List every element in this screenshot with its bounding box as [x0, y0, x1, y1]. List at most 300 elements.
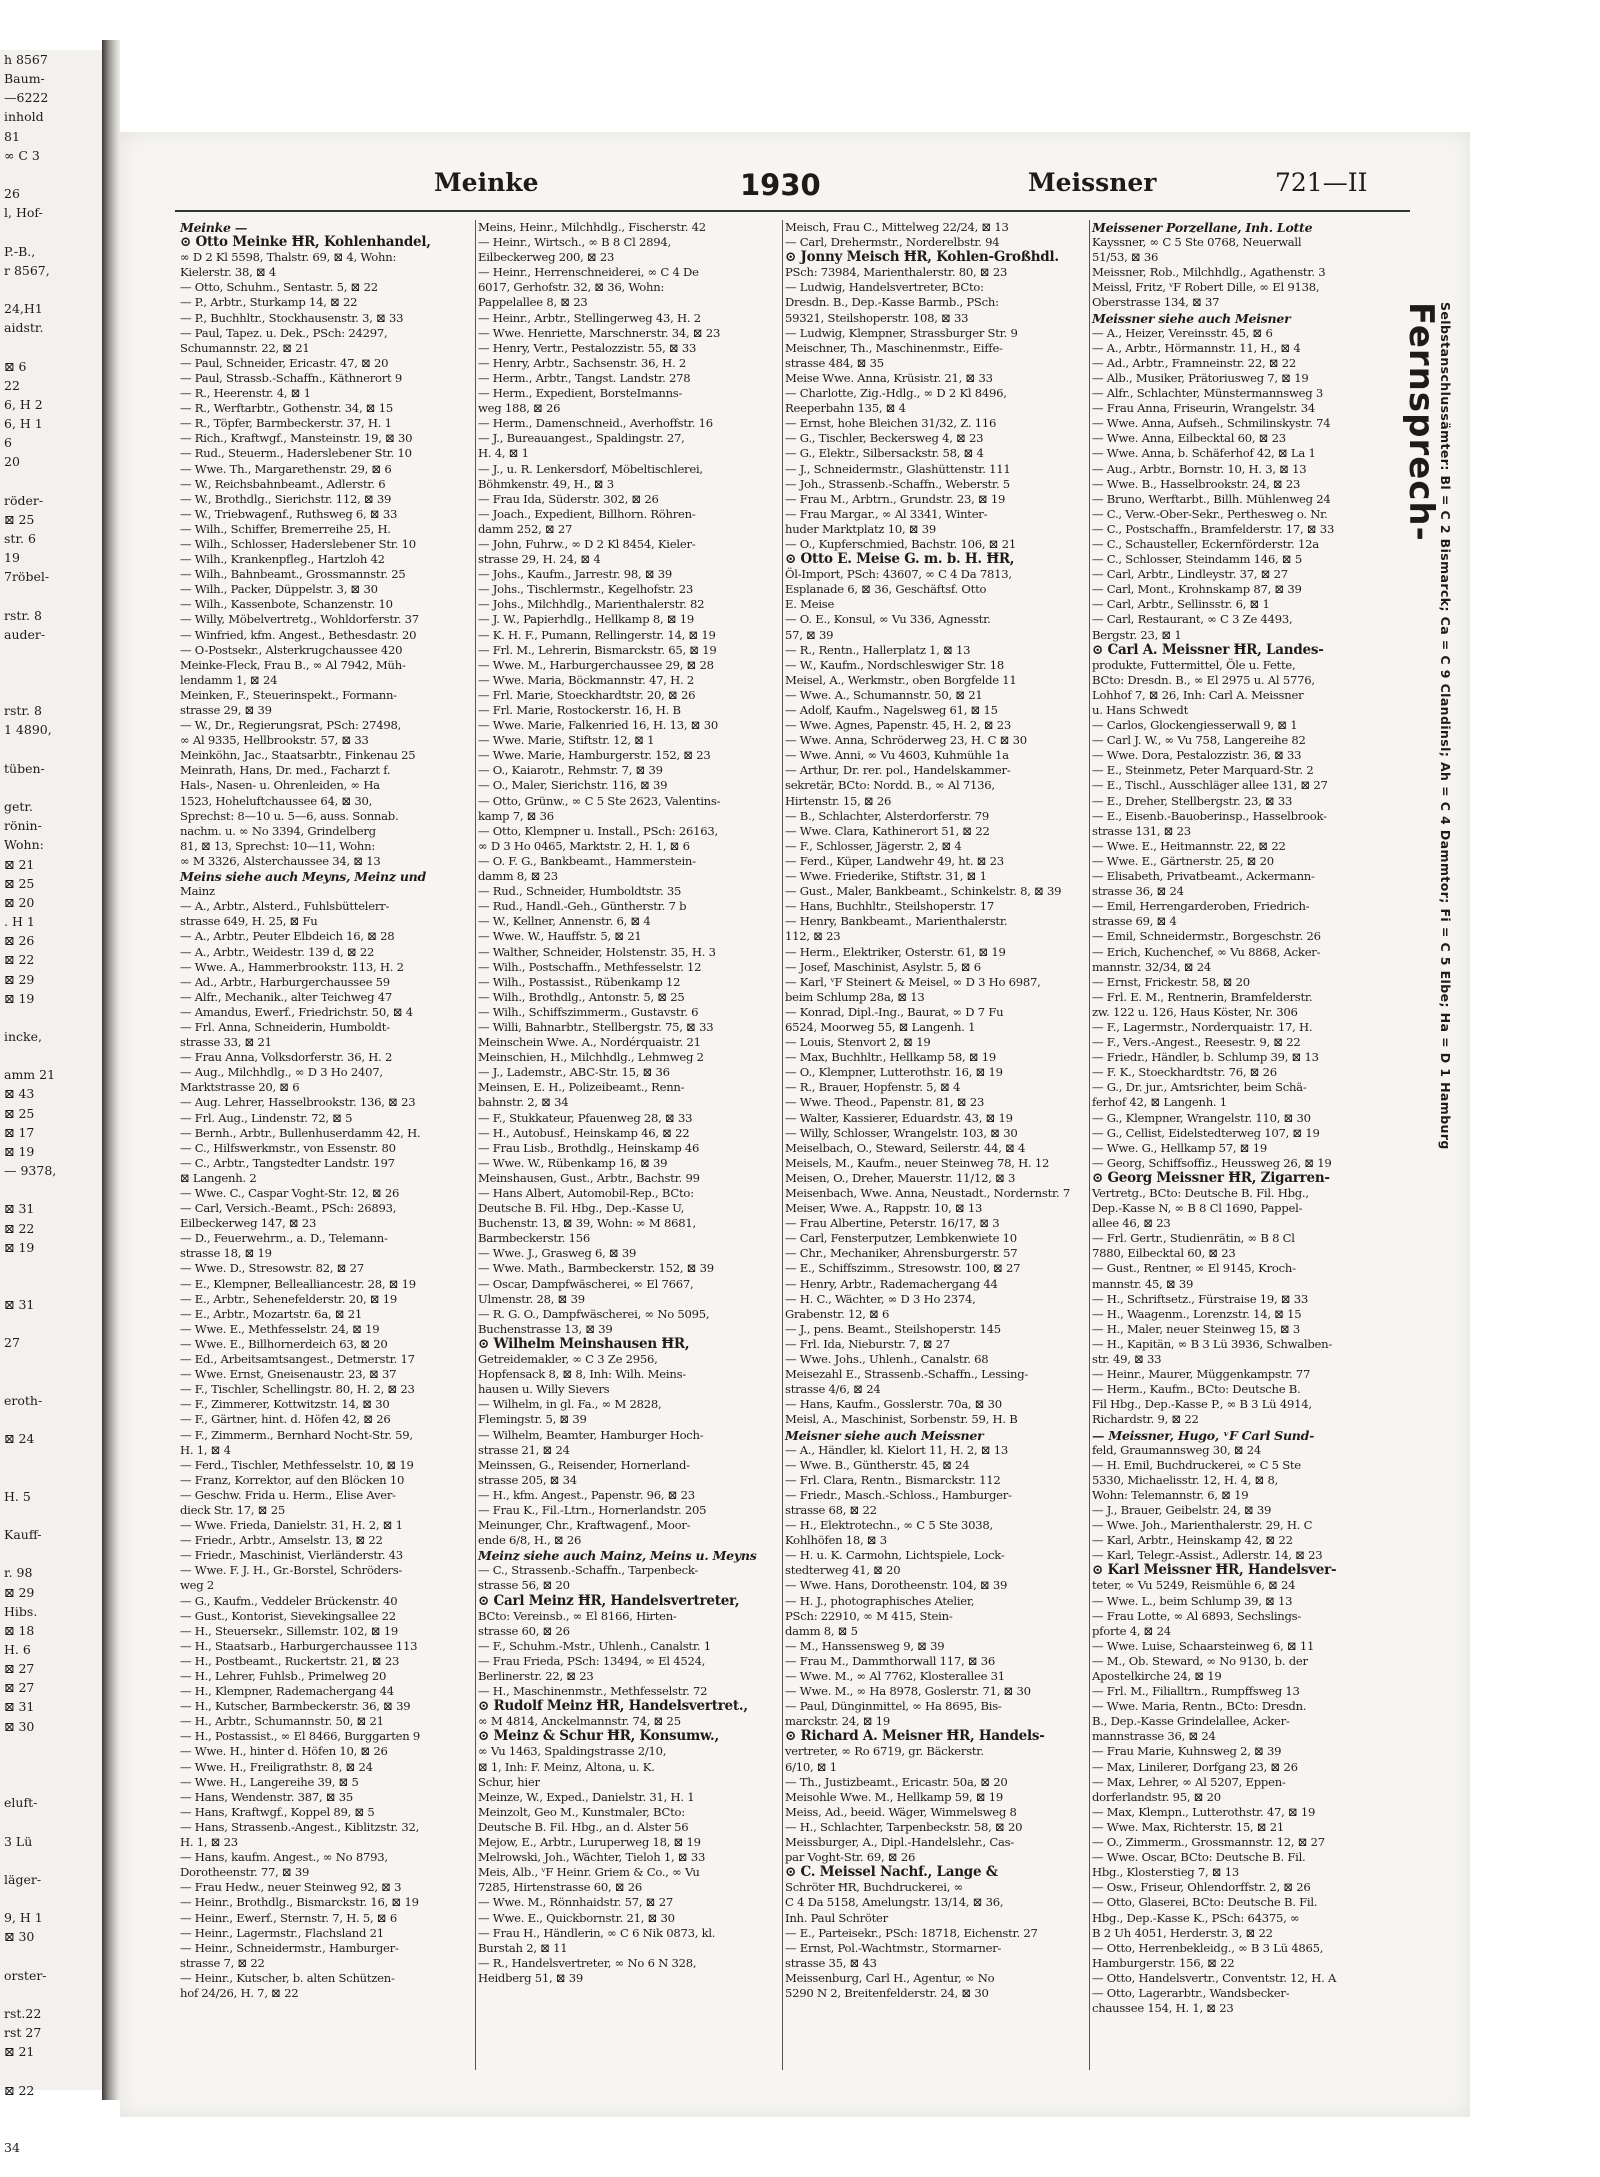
directory-entry: — P., Buchhltr., Stockhausenstr. 3, ⊠ 33 — [180, 310, 404, 325]
directory-entry: — Carl, Versich.-Beamt., PSch: 26893, — [180, 1201, 397, 1216]
directory-entry: — Wwe. M., ∞ Ha 8978, Goslerstr. 71, ⊠ 30 — [785, 1684, 1031, 1699]
column-divider — [782, 220, 783, 2070]
directory-entry: — H., Postassist., ∞ El 8466, Burggarten 9 — [180, 1729, 420, 1744]
directory-entry: — Frau K., Fil.-Ltrn., Hornerlandstr. 205 — [478, 1502, 707, 1517]
previous-page-text: orster- — [4, 1967, 47, 1983]
directory-entry: — H. u. K. Carmohn, Lichtspiele, Lock- — [785, 1548, 1005, 1563]
previous-page-text: ⊠ 31 — [4, 1297, 35, 1313]
directory-entry: — Frl. M., Filialltrn., Rumpffsweg 13 — [1092, 1684, 1300, 1699]
directory-entry: ⊙ Richard A. Meisner ĦR, Handels- — [785, 1728, 1045, 1745]
directory-entry: Dorotheenstr. 77, ⊠ 39 — [180, 1865, 310, 1880]
directory-entry: — Wwe. E., Heitmannstr. 22, ⊠ 22 — [1092, 838, 1286, 853]
directory-entry: — Wwe. B., Güntherstr. 45, ⊠ 24 — [785, 1457, 970, 1472]
previous-page-text — [0, 1372, 102, 1391]
directory-entry: ∞ D 3 Ho 0465, Marktstr. 2, H. 1, ⊠ 6 — [478, 838, 690, 853]
directory-entry: — Wwe. Ernst, Gneisenaustr. 23, ⊠ 37 — [180, 1367, 397, 1382]
previous-page-text — [0, 2119, 102, 2138]
right-guide-word: Meissner — [1028, 168, 1157, 197]
directory-entry: Meis, Alb., ᵛF Heinr. Griem & Co., ∞ Vu — [478, 1865, 700, 1880]
directory-entry: 7285, Hirtenstrasse 60, ⊠ 26 — [478, 1880, 643, 1895]
previous-page-text — [0, 1506, 102, 1525]
directory-entry: — Wwe. Hans, Dorotheenstr. 104, ⊠ 39 — [785, 1578, 1008, 1593]
directory-entry: — Heinr., Wirtsch., ∞ B 8 Cl 2894, — [478, 235, 671, 250]
previous-page-text: röder- — [4, 492, 44, 508]
previous-page-text: 22 — [4, 377, 20, 393]
directory-entry: — O., Kupferschmied, Bachstr. 106, ⊠ 21 — [785, 536, 1016, 551]
directory-entry: — Herm., Arbtr., Tangst. Landstr. 278 — [478, 370, 691, 385]
directory-entry: — E., Eisenb.-Bauoberinsp., Hasselbrook- — [1092, 808, 1327, 823]
directory-entry: — Emil, Herrengarderoben, Friedrich- — [1092, 899, 1310, 914]
directory-entry: — R., Töpfer, Barmbeckerstr. 37, H. 1 — [180, 416, 392, 431]
directory-entry: — Rud., Steuerm., Haderslebener Str. 10 — [180, 446, 412, 461]
directory-entry: Bergstr. 23, ⊠ 1 — [1092, 627, 1182, 642]
directory-entry: ⊙ Otto E. Meise G. m. b. H. ĦR, — [785, 551, 1015, 568]
directory-entry: weg 2 — [180, 1578, 215, 1593]
previous-page-text — [0, 1314, 102, 1333]
directory-entry: Meinschein Wwe. A., Nordérquaistr. 21 — [478, 1035, 701, 1050]
directory-entry: — Heinr., Arbtr., Stellingerweg 43, H. 2 — [478, 310, 701, 325]
directory-entry: strasse 205, ⊠ 34 — [478, 1472, 577, 1487]
directory-entry: Wohn: Telemannstr. 6, ⊠ 19 — [1092, 1487, 1249, 1502]
directory-entry: — Willy, Möbelvertretg., Wohldorferstr. 37 — [180, 612, 419, 627]
previous-page-text: r 8567, — [4, 262, 50, 278]
directory-entry: strasse 21, ⊠ 24 — [478, 1442, 570, 1457]
directory-entry: Meiselbach, O., Steward, Seilerstr. 44, ⊠ 4 — [785, 1140, 1026, 1155]
directory-entry: ⊠ 1, Inh: F. Meinz, Altona, u. K. — [478, 1759, 655, 1774]
directory-entry: Meiser, Wwe. A., Rappstr. 10, ⊠ 13 — [785, 1201, 983, 1216]
directory-entry: — Aug., Milchhdlg., ∞ D 3 Ho 2407, — [180, 1065, 383, 1080]
side-tab-title: Fernsprech- — [1401, 302, 1441, 542]
directory-entry: strasse 56, ⊠ 20 — [478, 1578, 570, 1593]
previous-page-text: 26 — [4, 186, 20, 202]
directory-entry: beim Schlump 28a, ⊠ 13 — [785, 989, 925, 1004]
directory-entry: produkte, Futtermittel, Öle u. Fette, — [1092, 657, 1296, 672]
directory-entry: — B., Schlachter, Alsterdorferstr. 79 — [785, 808, 989, 823]
directory-entry: pforte 4, ⊠ 24 — [1092, 1623, 1171, 1638]
directory-entry: hausen u. Willy Sievers — [478, 1382, 610, 1397]
directory-entry: — Wwe. Oscar, BCto: Deutsche B. Fil. — [1092, 1850, 1306, 1865]
previous-page-text — [0, 1046, 102, 1065]
previous-page-text: ⊠ 22 — [4, 952, 35, 968]
previous-page-text: aidstr. — [4, 320, 44, 336]
directory-entry: dieck Str. 17, ⊠ 25 — [180, 1502, 285, 1517]
directory-entry: Hbg., Dep.-Kasse K., PSch: 64375, ∞ — [1092, 1910, 1300, 1925]
directory-entry: 7880, Eilbecktal 60, ⊠ 23 — [1092, 1246, 1236, 1261]
directory-entry: — H. C., Wächter, ∞ D 3 Ho 2374, — [785, 1291, 976, 1306]
previous-page-text: ⊠ 18 — [4, 1622, 35, 1638]
directory-entry: Kielerstr. 38, ⊠ 4 — [180, 265, 276, 280]
directory-entry: — Hans, Kaufm., Gosslerstr. 70a, ⊠ 30 — [785, 1397, 1002, 1412]
directory-entry: — H., Autobusf., Heinskamp 46, ⊠ 22 — [478, 1125, 690, 1140]
directory-entry: — Frl. Gertr., Studienrätin, ∞ B 8 Cl — [1092, 1231, 1295, 1246]
directory-entry: Heidberg 51, ⊠ 39 — [478, 1970, 584, 1985]
directory-entry: Buchenstrasse 13, ⊠ 39 — [478, 1321, 613, 1336]
previous-page-text: rönin- — [4, 818, 42, 834]
directory-entry: — Carl, Restaurant, ∞ C 3 Ze 4493, — [1092, 612, 1293, 627]
previous-page-text: ⊠ 30 — [4, 1718, 35, 1734]
previous-page-text: ⊠ 26 — [4, 933, 35, 949]
previous-page-text — [0, 1812, 102, 1831]
directory-entry: — E., Schiffszimm., Stresowstr. 100, ⊠ 27 — [785, 1261, 1021, 1276]
column-divider — [475, 220, 476, 2070]
directory-entry: — Frau H., Händlerin, ∞ C 6 Nik 0873, kl. — [478, 1925, 716, 1940]
directory-entry: — E., Klempner, Belleallianсestr. 28, ⊠ 19 — [180, 1276, 416, 1291]
directory-entry: — Ferd., Tischler, Methfesselstr. 10, ⊠ 19 — [180, 1457, 414, 1472]
directory-entry: Burstah 2, ⊠ 11 — [478, 1940, 568, 1955]
directory-entry: teter, ∞ Vu 5249, Reismühle 6, ⊠ 24 — [1092, 1578, 1296, 1593]
directory-entry: — Friedr., Arbtr., Amselstr. 13, ⊠ 22 — [180, 1533, 383, 1548]
directory-entry: 6524, Moorweg 55, ⊠ Langenh. 1 — [785, 1019, 976, 1034]
directory-entry: Getreidemakler, ∞ C 3 Ze 2956, — [478, 1352, 658, 1367]
previous-page-text — [0, 1468, 102, 1487]
directory-entry: — Wwe. A., Hammerbrookstr. 113, H. 2 — [180, 959, 404, 974]
directory-entry: — W., Dr., Regierungsrat, PSch: 27498, — [180, 718, 402, 733]
directory-entry: strasse 29, ⊠ 39 — [180, 703, 272, 717]
directory-entry: Meise Wwe. Anna, Krüsistr. 21, ⊠ 33 — [785, 370, 993, 385]
directory-entry: Meissner, Rob., Milchhdlg., Agathenstr. 3 — [1092, 265, 1326, 280]
directory-entry: — Wwe. Marie, Hamburgerstr. 152, ⊠ 23 — [478, 748, 711, 763]
directory-entry: damm 8, ⊠ 23 — [478, 869, 558, 884]
previous-page-text: ⊠ 22 — [4, 2082, 35, 2098]
directory-entry: — Carl, Fensterputzer, Lembkenwiete 10 — [785, 1231, 1017, 1246]
directory-entry: Öl-Import, PSch: 43607, ∞ C 4 Da 7813, — [785, 567, 1012, 582]
directory-entry: PSch: 73984, Marienthalerstr. 80, ⊠ 23 — [785, 265, 1008, 280]
directory-entry: — Wwe. J., Grasweg 6, ⊠ 39 — [478, 1246, 637, 1261]
directory-entry: — Wwe. Anni, ∞ Vu 4603, Kuhmühle 1a — [785, 748, 1009, 763]
previous-page-text: eluft- — [4, 1795, 38, 1811]
directory-entry: — Frau Marie, Kuhnsweg 2, ⊠ 39 — [1092, 1744, 1282, 1759]
previous-page-text: rst 27 — [4, 2025, 42, 2041]
directory-entry: 81, ⊠ 13, Sprechst: 10—11, Wohn: — [180, 838, 375, 853]
directory-entry: — Wilh., Brothdlg., Antonstr. 5, ⊠ 25 — [478, 989, 685, 1004]
directory-entry: — Henry, Bankbeamt., Marienthalerstr. — [785, 914, 1008, 929]
previous-page-text: — 9378, — [4, 1163, 57, 1179]
directory-entry: — Osw., Friseur, Ohlendorffstr. 2, ⊠ 26 — [1092, 1880, 1311, 1895]
directory-entry: — Arthur, Dr. rer. pol., Handelskammer- — [785, 763, 1011, 778]
directory-entry: — G., Tischler, Beckersweg 4, ⊠ 23 — [785, 431, 984, 446]
directory-entry: Meisen, O., Dreher, Mauerstr. 11/12, ⊠ 3 — [785, 1170, 1016, 1185]
directory-entry: Richardstr. 9, ⊠ 22 — [1092, 1412, 1199, 1427]
directory-entry: Meinssen, G., Reisender, Hornerland- — [478, 1457, 690, 1472]
directory-entry: Meinze, W., Exped., Danielstr. 31, H. 1 — [478, 1789, 695, 1804]
directory-entry: — Ad., Arbtr., Framneinstr. 22, ⊠ 22 — [1092, 355, 1296, 370]
previous-page-text — [0, 1755, 102, 1774]
directory-entry: — Joh., Strassenb.-Schaffn., Weberstr. 5 — [785, 476, 1010, 491]
directory-entry: Pappelallee 8, ⊠ 23 — [478, 295, 588, 310]
directory-entry: strasse 36, ⊠ 24 — [1092, 884, 1184, 899]
directory-entry: Meisels, M., Kaufm., neuer Steinweg 78, H. 12 — [785, 1155, 1050, 1170]
previous-page-text — [0, 1008, 102, 1027]
directory-entry: ∞ M 3326, Alsterchaussee 34, ⊠ 13 — [180, 853, 381, 868]
directory-entry: H. 1, ⊠ 23 — [180, 1835, 238, 1850]
directory-entry: ende 6/8, H., ⊠ 26 — [478, 1533, 582, 1548]
previous-page-text: 19 — [4, 550, 20, 566]
directory-entry: — Adolf, Kaufm., Nagelsweg 61, ⊠ 15 — [785, 703, 998, 717]
directory-entry: — Ernst, Pol.-Wachtmstr., Stormarner- — [785, 1940, 1002, 1955]
directory-entry: — Wilhelm, in gl. Fa., ∞ M 2828, — [478, 1397, 662, 1412]
directory-entry: — Wwe. W., Rübenkamp 16, ⊠ 39 — [478, 1155, 668, 1170]
directory-entry: — Winfried, kfm. Angest., Bethesdastr. 20 — [180, 627, 417, 642]
directory-entry: Meissburger, A., Dipl.-Handelslehr., Cas- — [785, 1835, 1015, 1850]
directory-entry: Melrowski, Joh., Wächter, Tieloh 1, ⊠ 33 — [478, 1850, 706, 1865]
previous-page-text: 20 — [4, 454, 20, 470]
directory-entry: — Bernh., Arbtr., Bullenhuserdamm 42, H. — [180, 1125, 421, 1140]
directory-entry: chaussee 154, H. 1, ⊠ 23 — [1092, 2001, 1234, 2016]
directory-entry: Fil Hbg., Dep.-Kasse P., ∞ B 3 Lü 4914, — [1092, 1397, 1312, 1412]
directory-entry: strasse 18, ⊠ 19 — [180, 1246, 272, 1261]
previous-page-text: P.-B., — [4, 243, 36, 259]
directory-entry: — Hans Albert, Automobil-Rep., BCto: — [478, 1186, 694, 1200]
directory-entry: 1523, Hoheluftchaussee 64, ⊠ 30, — [180, 793, 373, 808]
directory-entry: Meisner siehe auch Meissner — [785, 1427, 984, 1443]
directory-entry: — Frau Frieda, PSch: 13494, ∞ El 4524, — [478, 1653, 706, 1668]
directory-entry: — Konrad, Dipl.-Ing., Baurat, ∞ D 7 Fu — [785, 1004, 1004, 1019]
directory-entry: — Wwe. Friederike, Stiftstr. 31, ⊠ 1 — [785, 869, 987, 884]
directory-entry: — Ernst, Frickestr. 58, ⊠ 20 — [1092, 974, 1250, 989]
directory-entry: Meischner, Th., Maschinenmstr., Eiffe- — [785, 340, 1003, 355]
directory-entry: ⊙ C. Meissel Nachf., Lange & — [785, 1864, 998, 1881]
directory-entry: — Wwe. G., Hellkamp 57, ⊠ 19 — [1092, 1140, 1267, 1155]
directory-entry: — J., Schneidermstr., Glashüttenstr. 111 — [785, 461, 1011, 476]
directory-entry: — Ludwig, Klempner, Strassburger Str. 9 — [785, 325, 1018, 340]
directory-entry: — Otto, Handelsvertr., Conventstr. 12, H. A — [1092, 1970, 1337, 1985]
directory-entry: — O-Postsekr., Alsterkrugchaussee 420 — [180, 642, 403, 657]
previous-page-text: ⊠ 25 — [4, 511, 35, 527]
directory-entry: sekretär, BCto: Nordd. B., ∞ Al 7136, — [785, 778, 995, 793]
directory-entry: — H., Staatsarb., Harburgerchaussee 113 — [180, 1638, 418, 1653]
directory-entry: — Amandus, Ewerf., Friedrichstr. 50, ⊠ 4 — [180, 1004, 413, 1019]
directory-entry: — Frau Hedw., neuer Steinweg 92, ⊠ 3 — [180, 1880, 402, 1895]
directory-entry: Berlinerstr. 22, ⊠ 23 — [478, 1669, 594, 1683]
previous-page-text: ⊠ 21 — [4, 2044, 35, 2060]
directory-entry: — Max, Linilerer, Dorfgang 23, ⊠ 26 — [1092, 1759, 1298, 1774]
previous-page-text: ∞ C 3 — [4, 147, 40, 163]
previous-page-text — [0, 740, 102, 759]
directory-entry: — G., Klempner, Wrangelstr. 110, ⊠ 30 — [1092, 1110, 1311, 1125]
directory-entry: — H., Schlachter, Tarpenbeckstr. 58, ⊠ 20 — [785, 1819, 1023, 1834]
directory-entry: mannstrasse 36, ⊠ 24 — [1092, 1729, 1216, 1744]
previous-page-text — [0, 586, 102, 605]
directory-entry: — J., Bureauangest., Spaldingstr. 27, — [478, 431, 685, 446]
previous-page-text — [0, 1276, 102, 1295]
directory-entry: dorferlandstr. 95, ⊠ 20 — [1092, 1789, 1221, 1804]
directory-entry: Schumannstr. 22, ⊠ 21 — [180, 340, 310, 355]
directory-entry: — J., pens. Beamt., Steilshoperstr. 145 — [785, 1321, 1001, 1336]
directory-entry: — W., Kellner, Annenstr. 6, ⊠ 4 — [478, 914, 651, 929]
directory-entry: — O. E., Konsul, ∞ Vu 336, Agnesstr. — [785, 612, 991, 627]
directory-entry: — W., Triebwagenf., Ruthsweg 6, ⊠ 33 — [180, 506, 398, 521]
previous-page-text — [0, 644, 102, 663]
previous-page-text — [0, 1985, 102, 2004]
directory-entry: — Otto, Herrenbekleidg., ∞ B 3 Lü 4865, — [1092, 1940, 1324, 1955]
directory-entry: — A., Händler, kl. Kielort 11, H. 2, ⊠ 13 — [785, 1442, 1008, 1457]
directory-entry: — Frl. Clara, Rentn., Bismarckstr. 112 — [785, 1472, 1001, 1487]
directory-entry: — Wwe. Maria, Rentn., BCto: Dresdn. — [1092, 1699, 1307, 1714]
previous-page-text: 27 — [4, 1335, 20, 1351]
directory-entry: — Wilh., Postassist., Rübenkamp 12 — [478, 974, 681, 989]
directory-entry: strasse 60, ⊠ 26 — [478, 1623, 570, 1638]
directory-entry: — Rud., Handl.-Geh., Güntherstr. 7 b — [478, 899, 687, 914]
directory-entry: — Frau M., Arbtrn., Grundstr. 23, ⊠ 19 — [785, 491, 1006, 506]
directory-entry: — Wwe. Johs., Uhlenh., Canalstr. 68 — [785, 1352, 989, 1367]
book-spine — [102, 40, 120, 2100]
previous-page-text: 6, H 2 — [4, 396, 43, 412]
directory-entry: — M., Ob. Steward, ∞ No 9130, b. der — [1092, 1653, 1308, 1668]
directory-entry: — Henry, Arbtr., Sachsenstr. 36, H. 2 — [478, 355, 687, 370]
directory-entry: — Wwe. Marie, Falkenried 16, H. 13, ⊠ 30 — [478, 718, 718, 733]
directory-entry: Kayssner, ∞ C 5 Ste 0768, Neuerwall — [1092, 235, 1302, 250]
directory-entry: Hbg., Klosterstieg 7, ⊠ 13 — [1092, 1865, 1240, 1880]
directory-entry: — G., Elektr., Silbersackstr. 58, ⊠ 4 — [785, 446, 984, 461]
directory-entry: — Wwe. Anna, Aufseh., Schmilinskystr. 74 — [1092, 416, 1331, 431]
directory-entry: — J., Lademstr., ABC-Str. 15, ⊠ 36 — [478, 1065, 670, 1080]
directory-entry: B 2 Uh 4051, Herderstr. 3, ⊠ 22 — [1092, 1925, 1273, 1940]
directory-entry: Hopfensack 8, ⊠ 8, Inh: Wilh. Meins- — [478, 1367, 686, 1382]
directory-entry: — Hans, Wendenstr. 387, ⊠ 35 — [180, 1789, 354, 1804]
directory-entry: — R. G. O., Dampfwäscherei, ∞ No 5095, — [478, 1306, 710, 1321]
previous-page-text: Baum- — [4, 71, 45, 87]
directory-entry: — Wilh., Krankenpfleg., Hartzloh 42 — [180, 552, 385, 567]
previous-page-text: ⊠ 30 — [4, 1929, 35, 1945]
directory-entry: — O., Zimmerm., Grossmannstr. 12, ⊠ 27 — [1092, 1835, 1325, 1850]
directory-entry: Meinken, F., Steuerinspekt., Formann- — [180, 687, 397, 702]
directory-entry: nachm. u. ∞ No 3394, Grindelberg — [180, 823, 376, 838]
previous-page-text: ⊠ 21 — [4, 856, 35, 872]
directory-entry: 59321, Steilshoperstr. 108, ⊠ 33 — [785, 310, 969, 325]
directory-entry: — G., Kaufm., Veddeler Brückenstr. 40 — [180, 1593, 398, 1608]
directory-entry: — Wwe. M., Harburgerchaussee 29, ⊠ 28 — [478, 657, 714, 672]
directory-entry: — C., Verw.-Ober-Sekr., Perthesweg o. Nr. — [1092, 506, 1328, 521]
directory-entry: Schur, hier — [478, 1774, 540, 1789]
directory-entry: Meisenbach, Wwe. Anna, Neustadt., Nordernstr. 7 — [785, 1186, 1071, 1200]
directory-entry: B., Dep.-Kasse Grindelallee, Acker- — [1092, 1714, 1290, 1729]
directory-entry: strasse 29, H. 24, ⊠ 4 — [478, 552, 601, 567]
directory-entry: ⊙ Rudolf Meinz ĦR, Handelsvertret., — [478, 1698, 748, 1715]
directory-entry: — Chr., Mechaniker, Ahrensburgerstr. 57 — [785, 1246, 1018, 1261]
directory-entry: — Carl, Arbtr., Sellinsstr. 6, ⊠ 1 — [1092, 597, 1270, 612]
previous-page-text: ⊠ 29 — [4, 971, 35, 987]
directory-entry: — O., Maler, Sierichstr. 116, ⊠ 39 — [478, 778, 668, 793]
previous-page-text: 6 — [4, 435, 12, 451]
directory-entry: Hals-, Nasen- u. Ohrenleiden, ∞ Ha — [180, 778, 380, 793]
previous-page-text: 6, H 1 — [4, 415, 43, 431]
directory-entry: — H., Steuersekr., Sillemstr. 102, ⊠ 19 — [180, 1623, 399, 1638]
previous-page-text: H. 6 — [4, 1641, 31, 1657]
directory-entry: Meinköhn, Jac., Staatsarbtr., Finkenau 25 — [180, 748, 416, 763]
previous-page-text: auder- — [4, 626, 46, 642]
directory-entry: — Meissner, Hugo, ᵛF Carl Sund- — [1092, 1427, 1315, 1443]
directory-entry: — Wwe. H., hinter d. Höfen 10, ⊠ 26 — [180, 1744, 388, 1759]
directory-entry: — F., Zimmerer, Kottwitzstr. 14, ⊠ 30 — [180, 1397, 390, 1412]
directory-entry: BCto: Dresdn. B., ∞ El 2975 u. Al 5776, — [1092, 672, 1315, 687]
directory-entry: strasse 4/6, ⊠ 24 — [785, 1382, 881, 1397]
previous-page-text: —6222 — [4, 90, 49, 106]
previous-page-fragment — [0, 50, 102, 2156]
directory-entry: ∞ Al 9335, Hellbrookstr. 57, ⊠ 33 — [180, 733, 369, 748]
directory-entry: — Walter, Kassierer, Eduardstr. 43, ⊠ 19 — [785, 1110, 1013, 1125]
previous-page-text — [0, 1736, 102, 1755]
previous-page-text: h 8567 — [4, 52, 48, 67]
directory-entry: Hamburgerstr. 156, ⊠ 22 — [1092, 1955, 1235, 1970]
directory-entry: Grabenstr. 12, ⊠ 6 — [785, 1306, 890, 1321]
previous-page-text — [0, 1180, 102, 1199]
directory-entry: 112, ⊠ 23 — [785, 929, 841, 944]
previous-page-text: ⊠ 27 — [4, 1680, 35, 1696]
directory-entry: — A., Arbtr., Hörmannstr. 11, H., ⊠ 4 — [1092, 340, 1301, 355]
directory-entry: — Geschw. Frida u. Herm., Elise Aver- — [180, 1487, 396, 1502]
listing-column-3 — [785, 220, 1085, 2070]
directory-entry: Böhmkenstr. 49, H., ⊠ 3 — [478, 476, 614, 491]
listing-column-4 — [1092, 220, 1392, 2070]
directory-entry: — Herm., Kaufm., BCto: Deutsche B. — [1092, 1382, 1301, 1397]
directory-entry: kamp 7, ⊠ 36 — [478, 808, 554, 823]
directory-entry: strasse 131, ⊠ 23 — [1092, 823, 1191, 838]
previous-page-text: 1 4890, — [4, 722, 52, 738]
directory-entry: — Frau Margar., ∞ Al 3341, Winter- — [785, 506, 988, 521]
directory-entry: 57, ⊠ 39 — [785, 627, 834, 642]
directory-entry: — Walther, Schneider, Holstenstr. 35, H. 3 — [478, 944, 716, 959]
directory-entry: — Heinr., Brothdlg., Bismarckstr. 16, ⊠ 19 — [180, 1895, 419, 1910]
directory-entry: — Henry, Arbtr., Rademachergang 44 — [785, 1276, 998, 1291]
directory-entry: — D., Feuerwehrm., a. D., Telemann- — [180, 1231, 388, 1246]
directory-entry: — Louis, Stenvort 2, ⊠ 19 — [785, 1035, 931, 1050]
directory-entry: marckstr. 24, ⊠ 19 — [785, 1714, 890, 1729]
directory-entry: damm 8, ⊠ 5 — [785, 1623, 858, 1638]
directory-entry: ⊠ Langenh. 2 — [180, 1170, 257, 1185]
directory-entry: — Karl, Telegr.-Assist., Adlerstr. 14, ⊠ 23 — [1092, 1548, 1323, 1563]
directory-entry: — H., Waagenm., Lorenzstr. 14, ⊠ 15 — [1092, 1306, 1302, 1321]
directory-entry: Buchenstr. 13, ⊠ 39, Wohn: ∞ M 8681, — [478, 1216, 696, 1231]
previous-page-text: ⊠ 20 — [4, 894, 35, 910]
directory-page — [120, 132, 1470, 2117]
directory-entry: — C., Schausteller, Eckernförderstr. 12a — [1092, 536, 1319, 551]
previous-page-text: ⊠ 31 — [4, 1201, 35, 1217]
directory-entry: — Frau Albertine, Peterstr. 16/17, ⊠ 3 — [785, 1216, 1000, 1231]
directory-entry: — Karl, ᵛF Steinert & Meisel, ∞ D 3 Ho 6987, — [785, 974, 1041, 989]
directory-entry: — Hans, Buchhltr., Steilshoperstr. 17 — [785, 899, 995, 914]
directory-entry: strasse 35, ⊠ 43 — [785, 1955, 877, 1970]
previous-page-text: amm 21 — [4, 1067, 56, 1083]
previous-page-text: 7röbel- — [4, 569, 50, 585]
directory-entry: — E., Arbtr., Mozartstr. 6a, ⊠ 21 — [180, 1306, 362, 1321]
previous-page-text: 81 — [4, 128, 20, 144]
previous-page-text — [0, 2061, 102, 2080]
directory-entry: — Wwe. Henriette, Marschnerstr. 34, ⊠ 23 — [478, 325, 721, 340]
directory-entry: — Ludwig, Handelsvertreter, BCto: — [785, 280, 984, 295]
directory-entry: feld, Graumannsweg 30, ⊠ 24 — [1092, 1442, 1262, 1457]
directory-entry: — K. H. F., Pumann, Rellingerstr. 14, ⊠ 19 — [478, 627, 716, 642]
directory-entry: Sprechst: 8—10 u. 5—6, auss. Sonnab. — [180, 808, 399, 823]
year-label: 1930 — [740, 168, 821, 202]
directory-entry: 6/10, ⊠ 1 — [785, 1759, 837, 1774]
previous-page-text: 34 — [4, 2140, 20, 2156]
directory-entry: — Wwe. L., beim Schlump 39, ⊠ 13 — [1092, 1593, 1293, 1608]
directory-entry: strasse 68, ⊠ 22 — [785, 1502, 877, 1517]
directory-entry: — H., Klempner, Rademachergang 44 — [180, 1684, 394, 1699]
directory-entry: u. Hans Schwedt — [1092, 703, 1188, 717]
directory-entry: — F., Lagermstr., Norderquaistr. 17, H. — [1092, 1019, 1313, 1034]
directory-entry: — Max, Lehrer, ∞ Al 5207, Eppen- — [1092, 1774, 1286, 1789]
directory-entry: Meinrath, Hans, Dr. med., Facharzt f. — [180, 763, 391, 778]
directory-entry: — H., Maler, neuer Steinweg 15, ⊠ 3 — [1092, 1321, 1300, 1336]
directory-entry: — Paul, Strassb.-Schaffn., Käthnerort 9 — [180, 370, 402, 385]
directory-entry: — Wwe. Marie, Stiftstr. 12, ⊠ 1 — [478, 733, 655, 748]
directory-entry: str. 49, ⊠ 33 — [1092, 1352, 1162, 1367]
previous-page-text: ⊠ 25 — [4, 1105, 35, 1121]
directory-entry: strasse 69, ⊠ 4 — [1092, 914, 1177, 929]
previous-page-text: ⊠ 31 — [4, 1699, 35, 1715]
directory-entry: — Ferd., Küper, Landwehr 49, ht. ⊠ 23 — [785, 853, 1004, 868]
